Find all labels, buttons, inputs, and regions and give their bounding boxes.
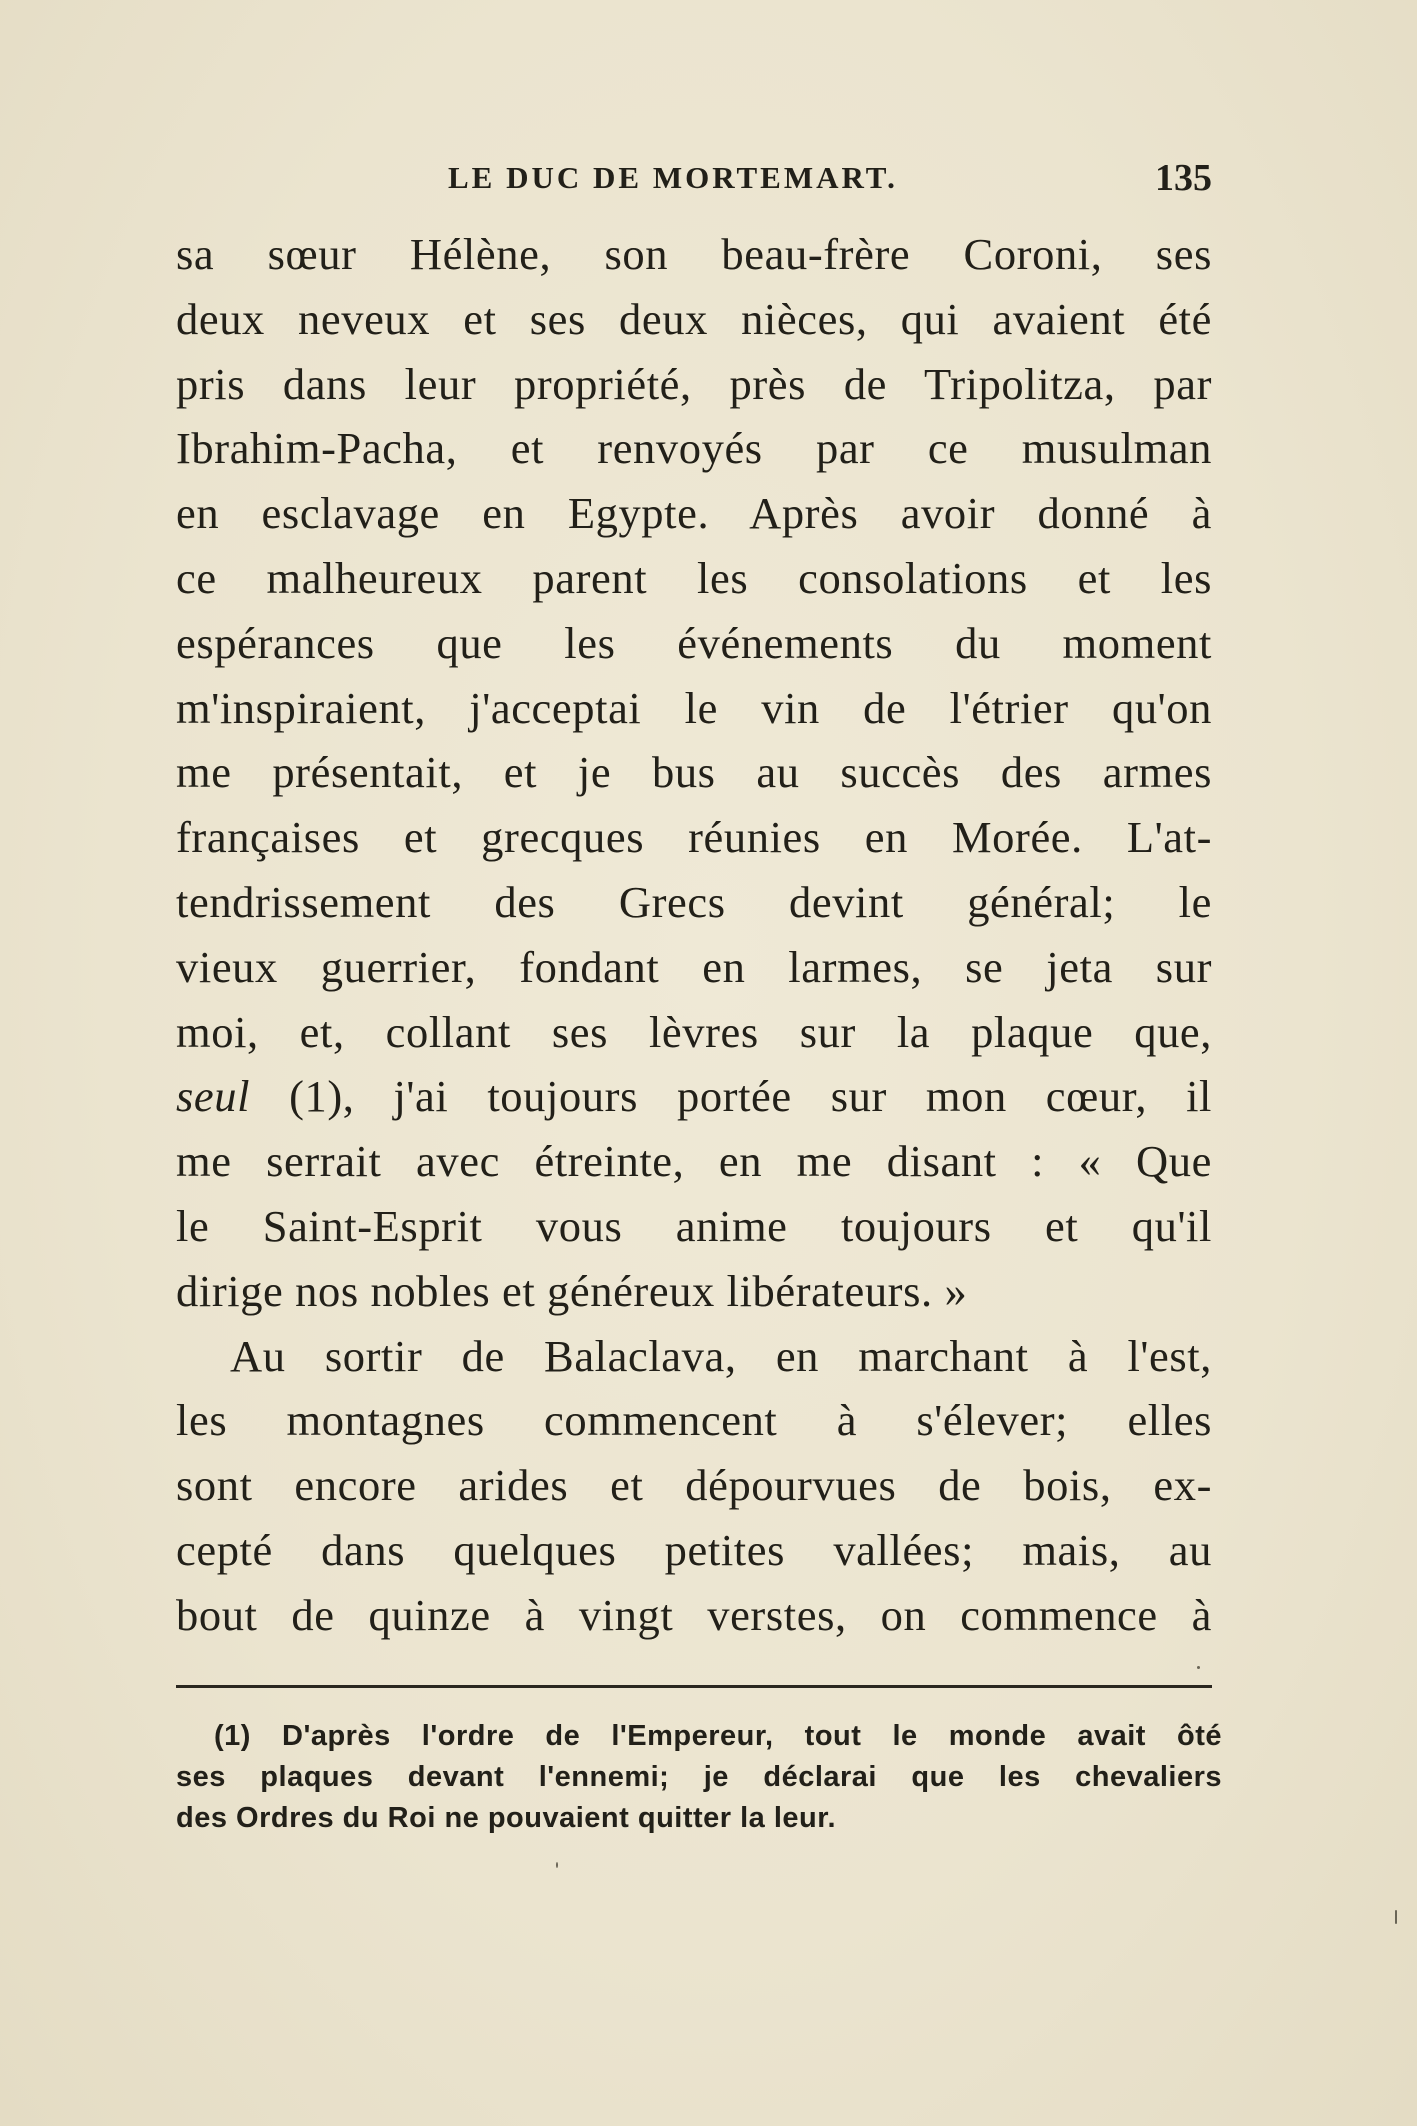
paragraph-end-line: dirige nos nobles et généreux libérateurs. » — [176, 1265, 968, 1316]
text-line: françaises et grecques réunies en Morée. L'at- — [176, 812, 1212, 863]
footnote-divider — [176, 1685, 1212, 1688]
text-line: espérances que les événements du moment — [176, 617, 1212, 668]
footnote-line: ses plaques devant l'ennemi; je déclarai que les chevaliers — [176, 1761, 1222, 1793]
text-line: vieux guerrier, fondant en larmes, se jeta sur — [176, 941, 1212, 992]
text-line-with-footnote-ref — [176, 1064, 1212, 1129]
paper-speck — [1197, 1666, 1200, 1669]
text-line: deux neveux et ses deux nièces, qui avaient été — [176, 293, 1212, 344]
text-line: pris dans leur propriété, près de Tripolitza, par — [176, 358, 1212, 409]
running-head — [176, 157, 1212, 210]
text-line: cepté dans quelques petites vallées; mais, au — [176, 1524, 1212, 1575]
paper-speck — [556, 1862, 558, 1868]
footnote — [176, 1716, 1222, 1839]
paper-speck — [1395, 1910, 1397, 1924]
text-line: moi, et, collant ses lèvres sur la plaque que, — [176, 1006, 1212, 1057]
footnote-line: des Ordres du Roi ne pouvaient quitter la leur. — [176, 1802, 837, 1834]
text-line: ce malheureux parent les consolations et les — [176, 552, 1212, 603]
text-line: les montagnes commencent à s'élever; elles — [176, 1395, 1212, 1446]
text-segment: (1), j'ai toujours portée sur mon cœur, il — [250, 1071, 1212, 1122]
page-number: 135 — [1155, 157, 1212, 199]
text-line: m'inspiraient, j'acceptai le vin de l'étrier qu'on — [176, 682, 1212, 733]
text-line: tendrissement des Grecs devint général; le — [176, 876, 1212, 927]
text-line: le Saint-Esprit vous anime toujours et qu'il — [176, 1200, 1212, 1251]
text-line: me présentait, et je bus au succès des armes — [176, 747, 1212, 798]
italic-word: seul — [176, 1071, 251, 1122]
text-line: en esclavage en Egypte. Après avoir donné à — [176, 488, 1212, 539]
text-line: sont encore arides et dépourvues de bois, ex- — [176, 1460, 1212, 1511]
text-line: me serrait avec étreinte, en me disant : « Que — [176, 1136, 1212, 1187]
running-title: LE DUC DE MORTEMART. — [448, 160, 898, 195]
paragraph-start-line: Au sortir de Balaclava, en marchant à l'est, — [230, 1330, 1212, 1381]
body-text — [176, 222, 1212, 1648]
footnote-line: (1) D'après l'ordre de l'Empereur, tout le monde avait ôté — [214, 1720, 1222, 1752]
text-line: sa sœur Hélène, son beau-frère Coroni, ses — [176, 229, 1212, 279]
text-line: Ibrahim-Pacha, et renvoyés par ce musulman — [176, 423, 1212, 474]
text-line: bout de quinze à vingt verstes, on commence à — [176, 1589, 1212, 1640]
